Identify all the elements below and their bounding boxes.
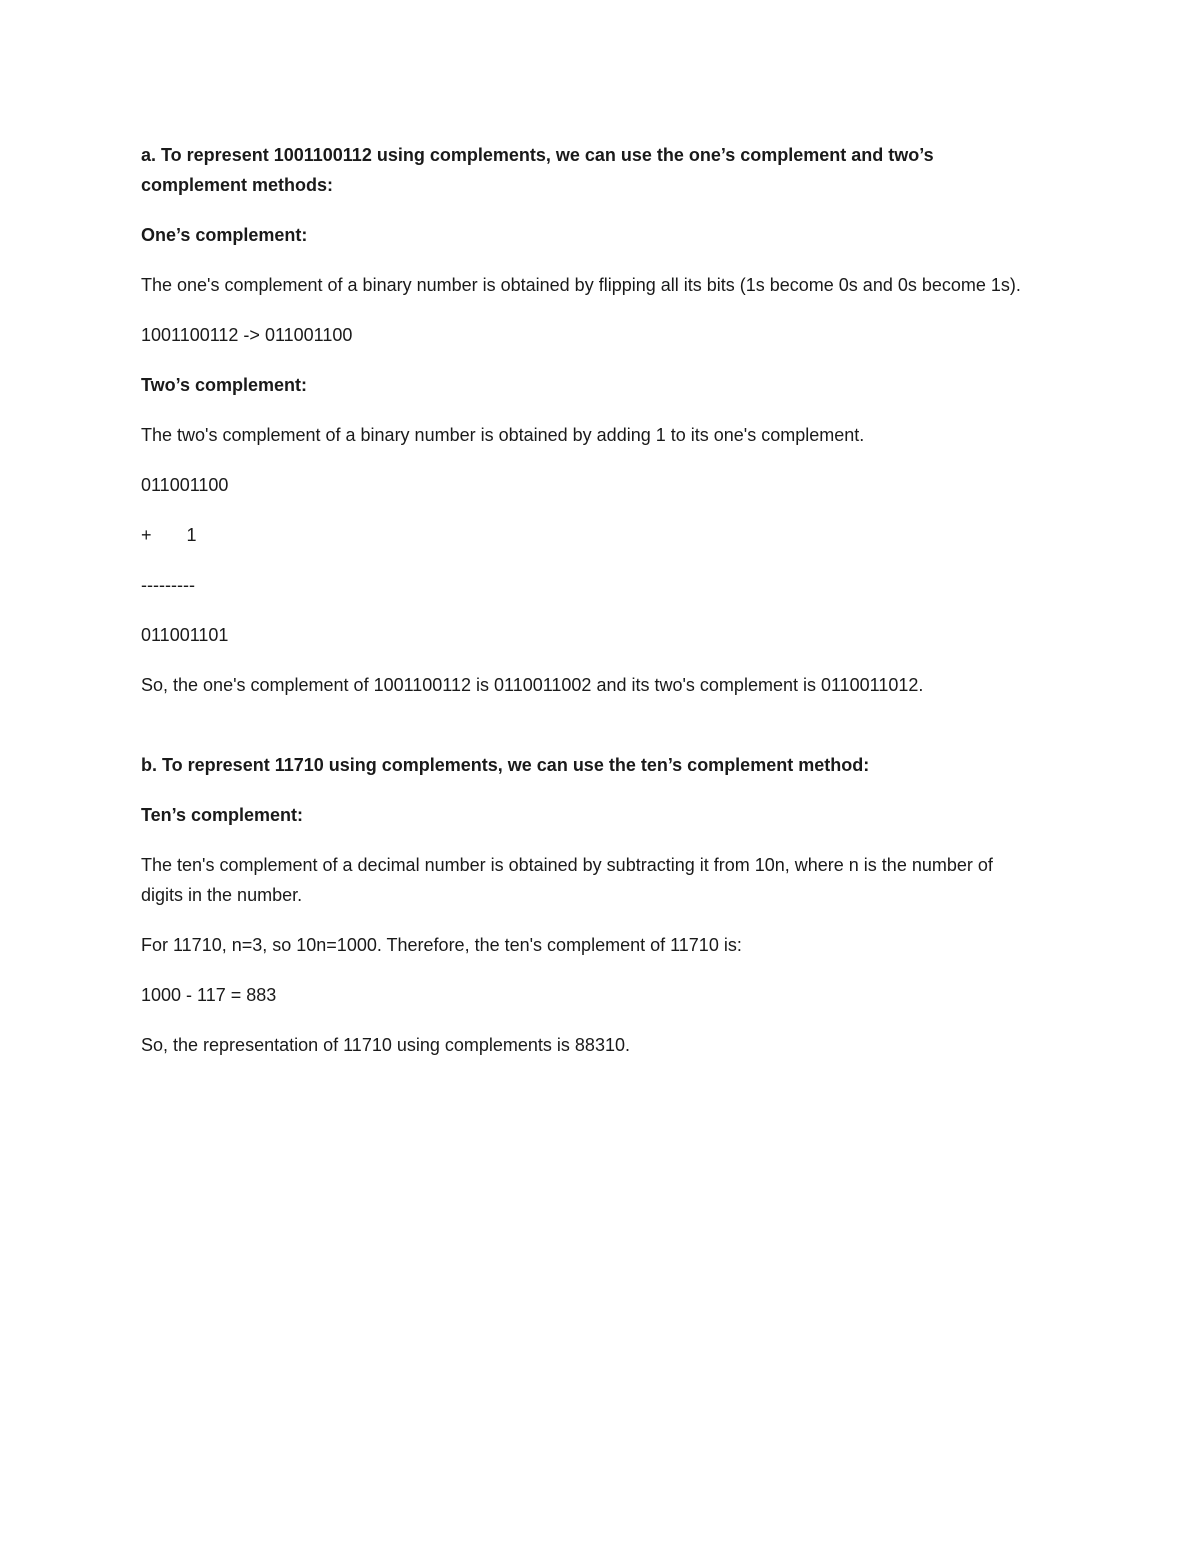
tens-complement-calc: 1000 - 117 = 883: [141, 985, 277, 1005]
document-page: [141, 140, 1021, 1060]
calc-line-1: 011001100: [141, 475, 229, 495]
section-a-conclusion: So, the one's complement of 1001100112 is 0110011002 and its two's complement is 0110011012.: [141, 675, 924, 695]
section-b-heading: b. To represent 11710 using complements, we can use the ten’s complement method:: [141, 755, 870, 775]
tens-complement-title: Ten’s complement:: [141, 805, 304, 825]
calc-line-4: 011001101: [141, 625, 229, 645]
section-b-conclusion: So, the representation of 11710 using complements is 88310.: [141, 1035, 630, 1055]
ones-complement-title: One’s complement:: [141, 225, 308, 245]
twos-complement-description: The two's complement of a binary number is obtained by adding 1 to its one's complement.: [141, 425, 865, 445]
ones-complement-description: The one's complement of a binary number is obtained by flipping all its bits (1s become 0s and 0s become 1s).: [141, 275, 1021, 295]
ones-complement-example: 1001100112 -> 011001100: [141, 325, 353, 345]
calc-line-3: ---------: [141, 575, 195, 595]
twos-complement-title: Two’s complement:: [141, 375, 308, 395]
tens-complement-for: For 11710, n=3, so 10n=1000. Therefore, the ten's complement of 11710 is:: [141, 935, 742, 955]
section-a-heading: a. To represent 1001100112 using complements, we can use the one’s complement and two’s complement methods:: [141, 145, 934, 195]
calc-line-2: + 1: [141, 525, 197, 545]
tens-complement-description: The ten's complement of a decimal number is obtained by subtracting it from 10n, where n is the number of digits in the number.: [141, 855, 993, 905]
